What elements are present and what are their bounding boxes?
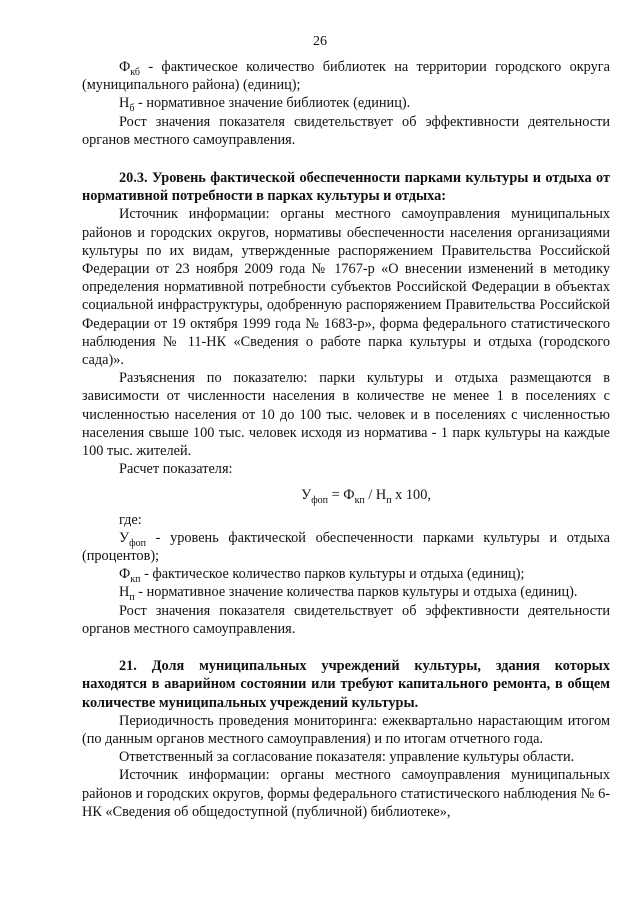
formula-f-sub: кп xyxy=(354,495,365,507)
symbol-subscript: кп xyxy=(130,574,141,586)
growth-statement: Рост значения показателя свидетельствует об эффективности деятельности органов местного самоуправления. xyxy=(82,113,610,148)
symbol-f: Ф xyxy=(119,566,131,583)
source-paragraph: Источник информации: органы местного самоуправления муниципальных районов и городских округов, нормативы обеспеченности населения организациями культуры по их видам, утвержденные распоряжением Правительства Российской Федерации от 23 ноября 2009 года № 1767-р «О внесении изменений в методику определения нормативной потребности субъектов Российской Федерации в объектах социальной инфраструктуры, одобренную распоряжением Правительства Российской Федерации от 19 октября 1999 года № 1683-р», форма федерального статистического наблюдения № 11-НК «Сведения о работе парка культуры и отдыха (городского сада)». xyxy=(82,206,610,369)
section-heading-20-3: 20.3. Уровень фактической обеспеченности парками культуры и отдыха от нормативной потребности в парках культуры и отдыха: xyxy=(82,170,610,205)
symbol-subscript: кб xyxy=(130,66,140,78)
definition-text: - фактическое количество библиотек на территории городского округа (муниципального района) (единиц); xyxy=(82,59,610,94)
formula xyxy=(82,486,610,507)
formula-tail: х 100, xyxy=(391,487,431,504)
definition-ufop xyxy=(82,529,610,565)
formula-div: / xyxy=(364,487,376,504)
formula-u: У xyxy=(301,487,312,504)
formula-n-sub: п xyxy=(386,495,392,507)
periodicity-paragraph: Периодичность проведения мониторинга: ежеквартально нарастающим итогом (по данным органов местного самоуправления) и по итогам отчетного года. xyxy=(82,712,610,747)
calc-label: Расчет показателя: xyxy=(119,461,233,478)
definition-text: - уровень фактической обеспеченности парками культуры и отдыха (процентов); xyxy=(82,529,610,565)
responsible-paragraph: Ответственный за согласование показателя: управление культуры области. xyxy=(119,749,575,766)
symbol-n: Н xyxy=(119,584,130,601)
growth-statement: Рост значения показателя свидетельствует об эффективности деятельности органов местного самоуправления. xyxy=(82,602,610,637)
definition-text: - нормативное значение количества парков культуры и отдыха (единиц). xyxy=(134,584,578,601)
where-label: где: xyxy=(119,511,142,528)
symbol-subscript: п xyxy=(129,592,135,604)
formula-eq: = xyxy=(328,487,344,504)
source-paragraph: Источник информации: органы местного самоуправления муниципальных районов и городских округов, формы федерального статистического наблюдения № 6-НК «Сведения об общедоступной (публичной) библиотеке», xyxy=(82,767,610,820)
document-body xyxy=(82,58,610,821)
formula-u-sub: фоп xyxy=(311,495,329,507)
explanation-paragraph: Разъяснения по показателю: парки культуры и отдыха размещаются в зависимости от численности населения в количестве не менее 1 в поселениях с численностью населения от 10 до 100 тыс. человек и в поселениях с численностью населения свыше 100 тыс. человек исходя из норматива - 1 парк культуры на каждые 100 тыс. жителей. xyxy=(82,370,610,460)
definition-fkp xyxy=(82,565,610,586)
definition-text: - нормативное значение библиотек (единиц). xyxy=(134,95,411,112)
definition-fkb xyxy=(82,58,610,94)
formula-f: Ф xyxy=(343,487,355,504)
symbol-n: Н xyxy=(119,95,130,112)
definition-nb xyxy=(82,94,610,115)
symbol-f: Ф xyxy=(119,59,131,75)
symbol-u: У xyxy=(119,529,130,546)
formula-n: Н xyxy=(375,487,387,504)
symbol-subscript: фоп xyxy=(129,537,146,549)
symbol-subscript: б xyxy=(129,103,135,115)
definition-text: - фактическое количество парков культуры и отдыха (единиц); xyxy=(140,566,525,583)
section-heading-21: 21. Доля муниципальных учреждений культуры, здания которых находятся в аварийном состоянии или требуют капитального ремонта, в общем количестве муниципальных учреждений культуры. xyxy=(82,658,610,711)
definition-np xyxy=(82,583,610,604)
page-number: 26 xyxy=(313,34,327,49)
